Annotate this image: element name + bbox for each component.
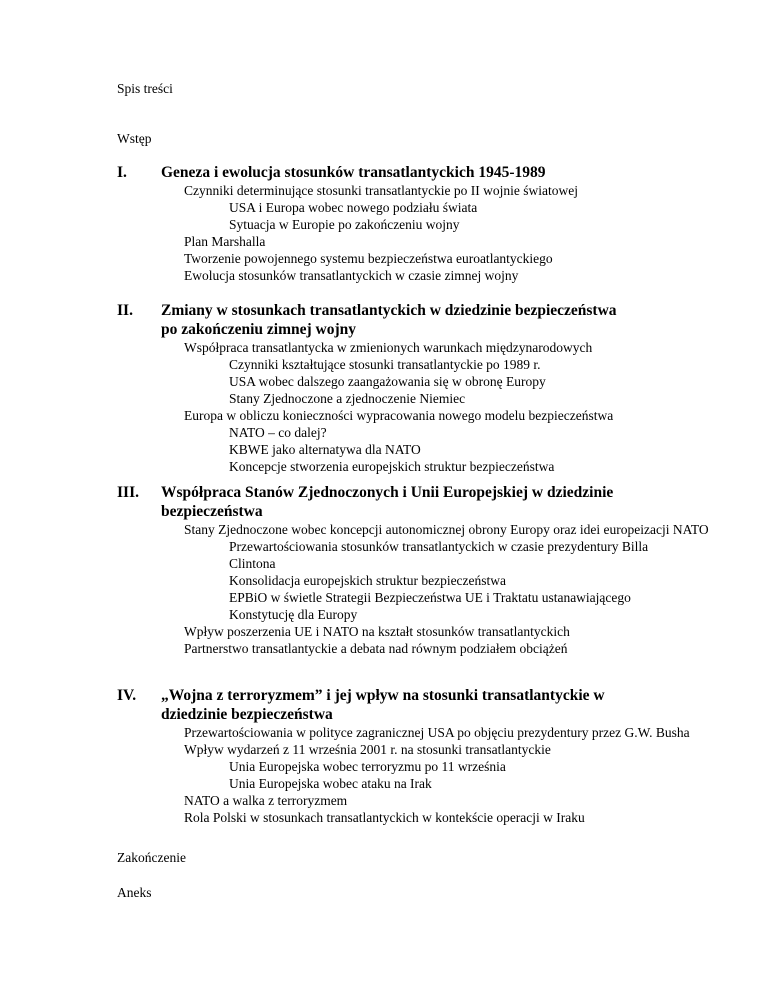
chapter-subsections	[117, 521, 717, 657]
toc-subsection: Przewartościowania stosunków transatlantyckich w czasie prezydentury Billa Clintona	[229, 539, 649, 571]
chapter-title: Geneza i ewolucja stosunków transatlantyckich 1945-1989	[161, 164, 546, 181]
toc-entry-annex: Aneks	[117, 885, 152, 900]
toc-subsection: Unia Europejska wobec terroryzmu po 11 września	[229, 759, 506, 774]
toc-entry-conclusion: Zakończenie	[117, 850, 186, 865]
toc-subsection: Koncepcje stworzenia europejskich struktur bezpieczeństwa	[229, 459, 555, 474]
chapter-title: „Wojna z terroryzmem” i jej wpływ na stosunki transatlantyckie w dziedzinie bezpieczeństwa	[161, 687, 605, 723]
chapter-subsections	[117, 339, 717, 475]
toc-subsection: Konsolidacja europejskich struktur bezpieczeństwa	[229, 573, 507, 588]
toc-subsection: KBWE jako alternatywa dla NATO	[229, 442, 421, 457]
chapter-2	[117, 301, 717, 475]
toc-subsection: Czynniki determinujące stosunki transatlantyckie po II wojnie światowej	[184, 183, 579, 198]
toc-subsection: Przewartościowania w polityce zagranicznej USA po objęciu prezydentury przez G.W. Busha	[184, 725, 690, 740]
toc-subsection: Partnerstwo transatlantyckie a debata nad równym podziałem obciążeń	[184, 641, 568, 656]
toc-subsection: Wpływ poszerzenia UE i NATO na kształt stosunków transatlantyckich	[184, 624, 570, 639]
chapter-4	[117, 686, 717, 826]
toc-subsection: USA wobec dalszego zaangażowania się w obronę Europy	[229, 374, 546, 389]
toc-subsection: EPBiO w świetle Strategii Bezpieczeństwa UE i Traktatu ustanawiającego Konstytucję dla Europy	[229, 590, 631, 622]
toc-subsection: Plan Marshalla	[184, 234, 266, 249]
toc-subsection: Europa w obliczu konieczności wypracowania nowego modelu bezpieczeństwa	[184, 408, 614, 423]
chapter-3	[117, 483, 717, 657]
toc-subsection: Ewolucja stosunków transatlantyckich w czasie zimnej wojny	[184, 268, 519, 283]
toc-entry-introduction: Wstęp	[117, 131, 152, 146]
chapter-subsections	[117, 182, 717, 284]
chapter-numeral: III.	[117, 484, 139, 501]
toc-subsection: Stany Zjednoczone wobec koncepcji autonomicznej obrony Europy oraz idei europeizacji NATO	[184, 522, 709, 537]
chapter-1	[117, 163, 717, 284]
chapter-subsections	[117, 724, 717, 826]
toc-subsection: Stany Zjednoczone a zjednoczenie Niemiec	[229, 391, 466, 406]
toc-subsection: Rola Polski w stosunkach transatlantyckich w kontekście operacji w Iraku	[184, 810, 585, 825]
toc-subsection: NATO a walka z terroryzmem	[184, 793, 348, 808]
page-title: Spis treści	[117, 81, 173, 96]
chapter-numeral: IV.	[117, 687, 137, 704]
chapter-numeral: I.	[117, 164, 127, 181]
toc-subsection: Tworzenie powojennego systemu bezpieczeństwa euroatlantyckiego	[184, 251, 553, 266]
chapter-numeral: II.	[117, 302, 133, 319]
toc-subsection: Sytuacja w Europie po zakończeniu wojny	[229, 217, 460, 232]
toc-subsection: Czynniki kształtujące stosunki transatlantyckie po 1989 r.	[229, 357, 541, 372]
toc-subsection: Współpraca transatlantycka w zmienionych warunkach międzynarodowych	[184, 340, 593, 355]
chapter-title: Współpraca Stanów Zjednoczonych i Unii Europejskiej w dziedzinie bezpieczeństwa	[161, 484, 614, 520]
chapter-title: Zmiany w stosunkach transatlantyckich w dziedzinie bezpieczeństwa po zakończeniu zimnej wojny	[161, 302, 617, 338]
toc-subsection: Wpływ wydarzeń z 11 września 2001 r. na stosunki transatlantyckie	[184, 742, 551, 757]
toc-subsection: Unia Europejska wobec ataku na Irak	[229, 776, 432, 791]
toc-subsection: USA i Europa wobec nowego podziału świata	[229, 200, 478, 215]
toc-subsection: NATO – co dalej?	[229, 425, 327, 440]
